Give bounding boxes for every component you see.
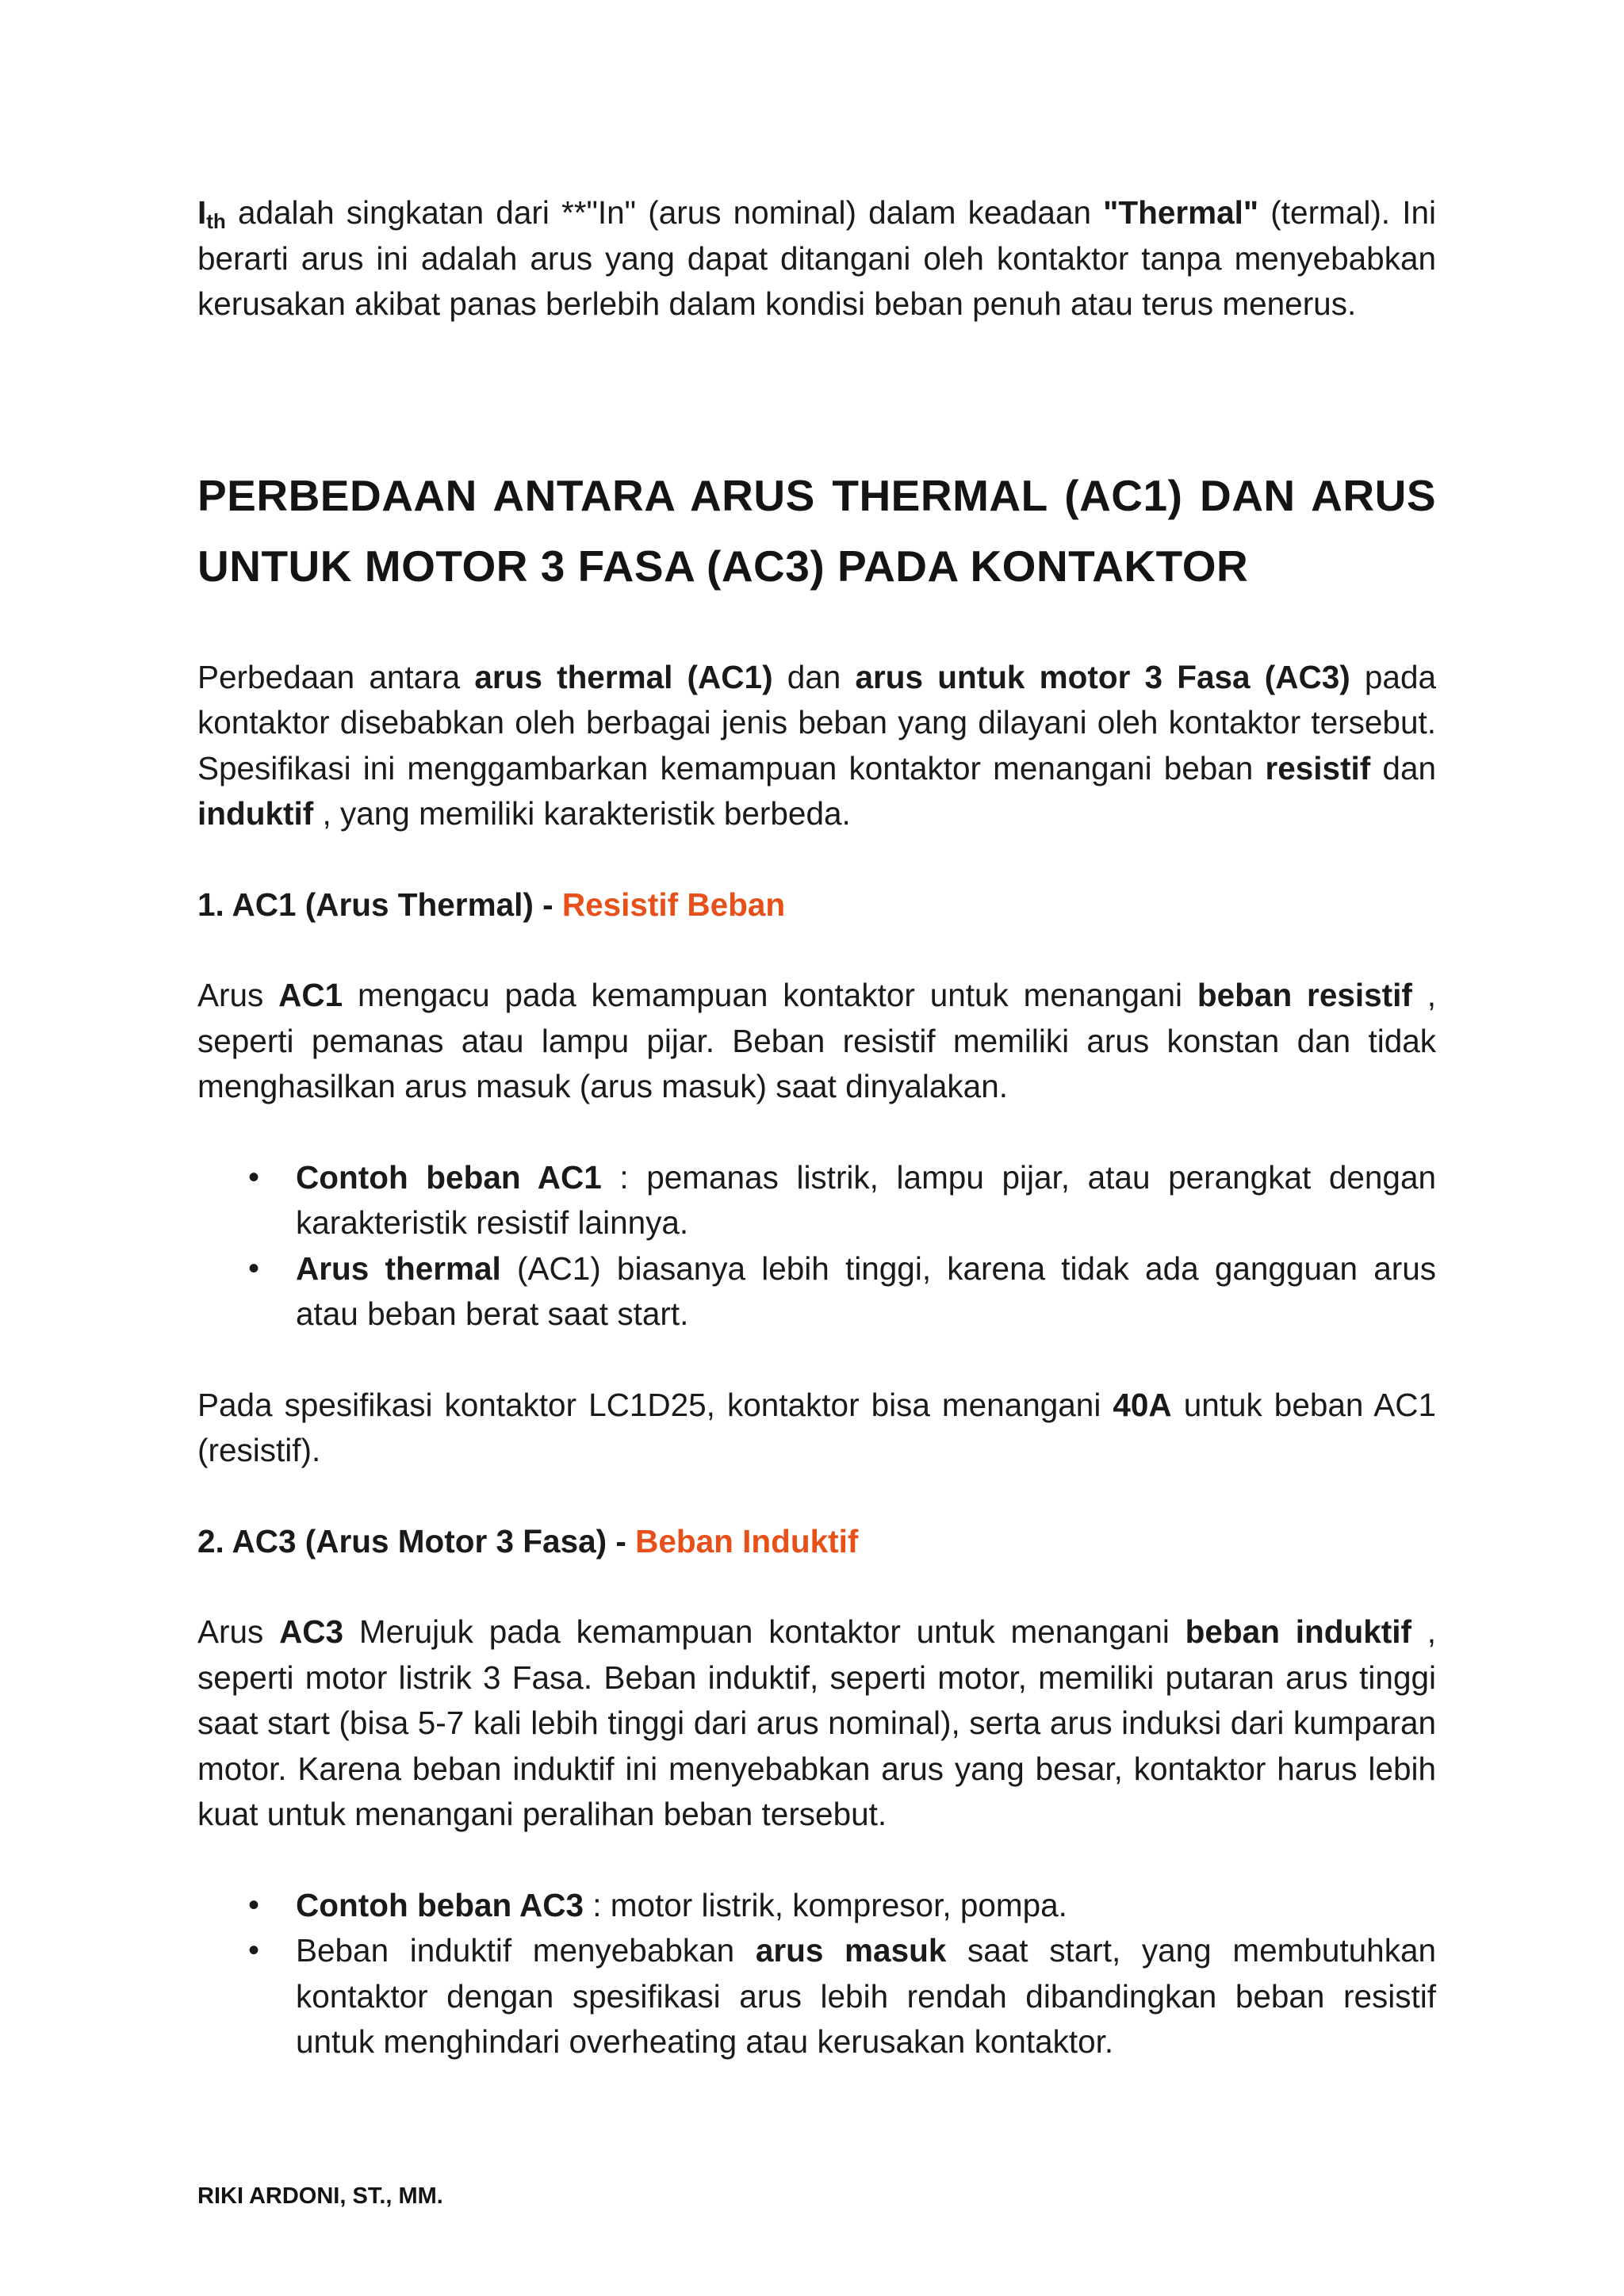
ac1-bullet-list (197, 1155, 1436, 1337)
ac1-spec-paragraph: Pada spesifikasi kontaktor LC1D25, kontaktor bisa menangani 40A untuk beban AC1 (resistif). (197, 1386, 1436, 1468)
section-heading (197, 461, 1436, 602)
intro-paragraph: $I_{th}$ adalah singkatan dari **"In" (arus nominal) dalam keadaan "Thermal" (termal). Ini berarti arus ini adalah arus yang dapat ditangani oleh kontaktor tanpa menyebabkan kerusakan akibat panas berlebih dalam kondisi beban penuh atau terus menerus. (197, 194, 1436, 322)
ac1-paragraph: Arus AC1 mengacu pada kemampuan kontaktor untuk menangani beban resistif , seperti pemanas atau lampu pijar. Beban resistif memiliki arus konstan dan tidak menghasilkan arus masuk (arus masuk) saat dinyalakan. (197, 977, 1436, 1104)
document-page (197, 190, 1436, 2110)
ac3-title-highlight: Beban Induktif (635, 1522, 859, 1559)
list-item: • Contoh beban AC3 : motor listrik, kompresor, pompa. (197, 1883, 1436, 1929)
bullet-icon: • (248, 1159, 260, 1195)
ith-symbol: $I_{th}$ (197, 194, 226, 233)
heading-line-1: PERBEDAAN ANTARA ARUS THERMAL (AC1) DAN ARUS (197, 470, 1436, 520)
ac3-bullet-list (197, 1883, 1436, 2065)
ac1-section-title: 1. AC1 (Arus Thermal) - Resistif Beban (197, 886, 786, 923)
list-item: • Arus thermal (AC1) biasanya lebih tinggi, karena tidak ada gangguan arus atau beban berat saat start. (197, 1246, 1436, 1337)
heading-line-2: UNTUK MOTOR 3 FASA (AC3) PADA KONTAKTOR (197, 541, 1249, 591)
footer-author: RIKI ARDONI, ST., MM. (197, 2183, 443, 2209)
ac3-section-title: 2. AC3 (Arus Motor 3 Fasa) - Beban Induktif (197, 1522, 859, 1559)
list-item: • Contoh beban AC1 : pemanas listrik, lampu pijar, atau perangkat dengan karakteristik resistif lainnya. (197, 1155, 1436, 1246)
bullet-icon: • (248, 1933, 260, 1968)
bullet-icon: • (248, 1887, 260, 1923)
ac3-paragraph: Arus AC3 Merujuk pada kemampuan kontaktor untuk menangani beban induktif , seperti motor listrik 3 Fasa. Beban induktif, seperti motor, memiliki putaran arus tinggi saat start (bisa 5-7 kali lebih tinggi dari arus nominal), serta arus induksi dari kumparan motor. Karena beban induktif ini menyebabkan arus yang besar, kontaktor harus lebih kuat untuk menangani peralihan beban tersebut. (197, 1613, 1436, 1832)
overview-paragraph: Perbedaan antara arus thermal (AC1) dan arus untuk motor 3 Fasa (AC3) pada kontaktor disebabkan oleh berbagai jenis beban yang dilayani oleh kontaktor tersebut. Spesifikasi ini menggambarkan kemampuan kontaktor menangani beban resistif dan induktif , yang memiliki karakteristik berbeda. (197, 658, 1437, 832)
bullet-icon: • (248, 1250, 260, 1286)
list-item: • Beban induktif menyebabkan arus masuk saat start, yang membutuhkan kontaktor dengan spesifikasi arus lebih rendah dibandingkan beban resistif untuk menghindari overheating atau kerusakan kontaktor. (197, 1928, 1436, 2065)
ac1-title-highlight: Resistif Beban (561, 886, 786, 923)
